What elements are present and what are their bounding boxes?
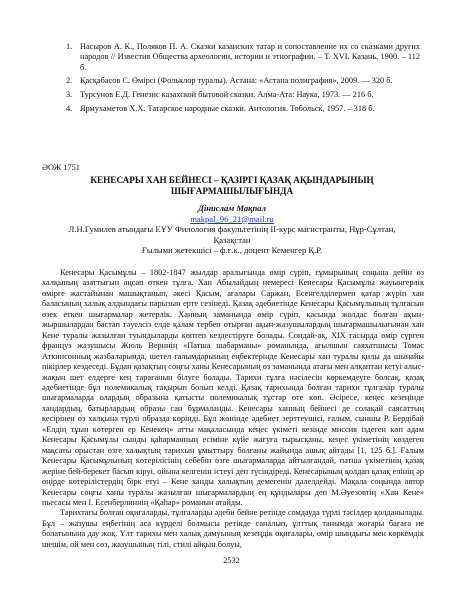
- author-name: Дінислам Мақпал: [197, 203, 267, 213]
- article-title-line-1: КЕНЕСАРЫ ХАН БЕЙНЕСІ – ҚАЗІРГІ ҚАЗАҚ АҚЫНДАРЫНЫҢ: [90, 175, 374, 185]
- reference-item: [66, 76, 420, 86]
- body-paragraph: Тарихтағы болған оқиғаларды, тұлғаларды әдеби бейне ретінде сомдауда түрлі тәсілдер қолданылады. Бұл – жазушы еңбегінің аса күрделі болмысы ретінде саналып, ұлттық танымда жоғары бағаға ие болатынына дау жоқ. Үлт тарихы мен халық дамуының кезеңдік оқиғалары, өмір шындығы мен көркемдік шешім, ой мен сөз, жазушының тілі, стилі айқын болуы,: [42, 508, 424, 549]
- scientific-supervisor: Ғылыми жетекшісі – ф.ғ.к., доцент Кеменгер Қ.Р.: [141, 245, 323, 255]
- author-block: [42, 203, 422, 256]
- article-body: [42, 268, 424, 550]
- reference-number: 1.: [66, 42, 73, 51]
- reference-item: [66, 42, 420, 73]
- article-title: [42, 175, 422, 197]
- reference-text: Насыров А. К., Поляков П. А. Сказки казанских татар и сопоставление их со сказками других народов // Известия Общества археологии, истории и этнографии. – Т. XVI. Казань, 1900. – 112 б.: [80, 42, 420, 72]
- page-number: 2532: [223, 556, 240, 565]
- reference-number: 4.: [66, 103, 73, 113]
- reference-text: Қасқабасов С. Өмірсі (Фольклор туралы). Астана: «Астана полиграфия», 2009. — 320 б.: [80, 76, 393, 86]
- reference-number: 2.: [66, 76, 73, 86]
- body-paragraph: Кенесары Қасымұлы – 1802-1847 жылдар аралығында өмір сүріп, ғұмырының соңына дейін өз халқының азаттығын аңсап өткен тұлға. Хан Абылайдың немересі Кенесары Қасымұлы жауынгерлік өмірге жастайынан машықтанып, әкесі Қасым, ағалары Саржан, Есенгелділермен қатар жүріп хан баласының халық алдындағы парызын ерте сезінеді. Қазақ әдебиетінде Кенесары Қасымұлының тұлғасын өзек еткен шығармалар жетерлік. Ханның заманында өмір сүріп, қасында жолдас болған ақын-жыршылардан бастап тәуелсіз елде қалам тербеп отырған ақын-жазушылардың шығармашылығынан хан Кене туралы жазылған туындыларды көптеп кездестіруге болады. Сондай-ақ, ХІХ ғасырда өмір сүрген француз жазушысы Жюль Верннің «Патша шабарманы» романында, ағылшын саяхатшысы Томас Аткинсонның жазбаларында, шетел ғалымдарының еңбектерінде Кенесары хан туралы қилы да шынайы пікірлер кездеседі. Бұдан қазақтың соңғы ханы Кенесарының өз заманында атағы мен алқаптан кетуі алыс-жақын шет елдерге кең тарағанын білуге болады. Тарихи тұлға нәсілесін көркемдеуге болсақ, қазақ әдебиетінде бұл полемикалық тақырып болып келді. Қазақ тарихында болған тарихи тұлғалар туралы шығармаларда олардың образына қатысты полемикалық тұстар өте көп. Әсіресе, кеңес кезеңінде хандардың, батырлардың образы сан бұрмаланды. Кенесары ханның бейнесі де солақай саясаттың кесірінен өз халқына түрлі образда көрінді. Бұл жөнінде әдебиет зерттеушісі, ғалым, сыншы Р. Бердібай «Елдің тұын көтерген ер Кенекең» атты мақаласында кеңес үкіметі кезінде миссия іздеген көп адам Кенесары Қасымұлы сынды қаһарманның есіміне күйе жағуға тырысқаны, кеңес үкіметінің көздеген мақсаты орыстан өзге халықтың тарихын ұмыттыру болғаны жайында ашық айтады [1, 125 б.]. Ғалым Кенесары Қасымұлының көтерілісінің себебін өзге шығармаларда айтылғандай, патша үкіметінің қазақ жеріне бей-берекет басып кіруі, ойына келгенін істеуі деп түсіндіреді. Кенесарының қолдап қазақ елінің әр өңірде көтерілістердің бірк етуі – Кене ханды халықтың демегенін дәлелдейді. Мақала соңында автор Кенесары соңғы ханы туралы жазылған шығармалардың ең құндылары деп М.Әуезовтің «Хан Кене» пьесасы мен І. Есенберлиннің «Қаһар» романын атайды.: [42, 268, 424, 507]
- author-email-link[interactable]: makpal_96_21@mail.ru: [190, 213, 274, 224]
- author-country: Қазақстан: [213, 234, 251, 245]
- udc-code: ӘОЖ 1751: [42, 163, 80, 172]
- reference-text: Турсунов Е.Д. Генезис казахской бытовой сказки. Алма-Ата: Наука, 1973. — 216 б.: [80, 90, 374, 99]
- author-affiliation: Л.Н.Гумилев атындағы ЕҰУ Филология факультетінің ІІ-курс магистранты, Нұр-Сұлтан,: [68, 224, 396, 234]
- reference-number: 3.: [66, 90, 73, 99]
- reference-text: Ярмухаметов Х.Х. Татарское народные сказки. Антология. Тобольск, 1957. – 318 б.: [80, 103, 375, 113]
- reference-item: [66, 90, 420, 100]
- reference-item: [66, 104, 420, 114]
- reference-list: [66, 42, 420, 117]
- article-title-line-2: ШЫҒАРМАШЫЛЫҒЫНДА: [170, 186, 294, 196]
